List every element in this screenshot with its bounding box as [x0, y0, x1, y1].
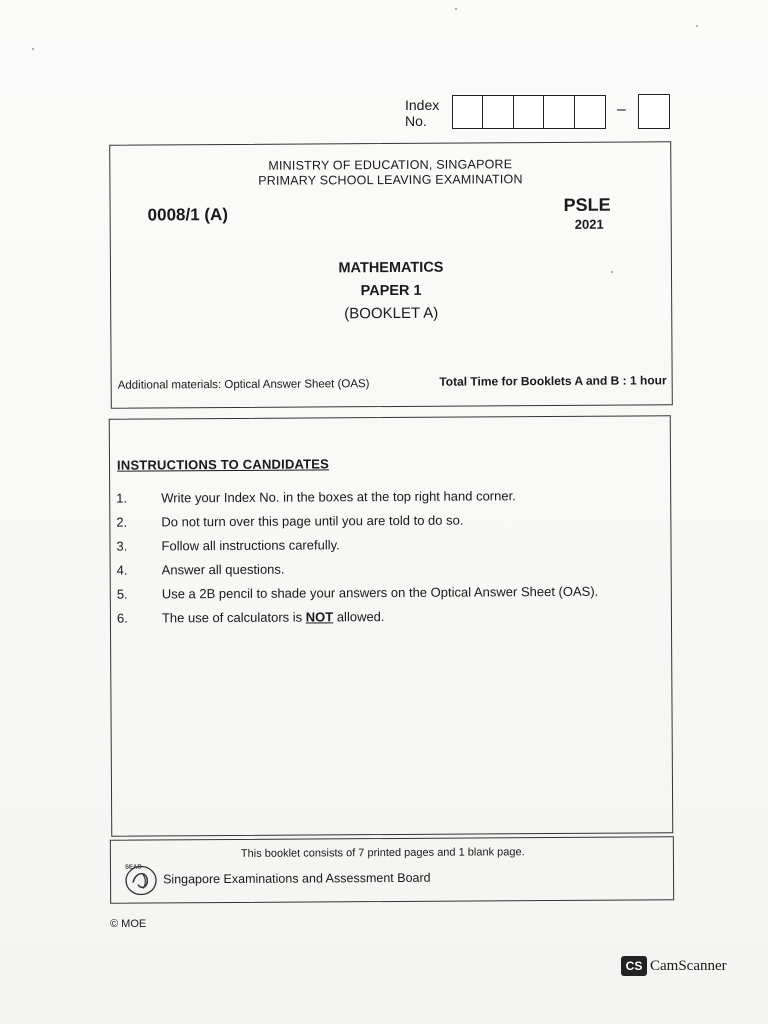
index-digit-box[interactable] — [452, 95, 484, 129]
footer-box — [110, 836, 674, 903]
instruction-item — [116, 507, 598, 534]
seab-logo-icon — [119, 854, 163, 898]
index-digit-box[interactable] — [482, 95, 514, 129]
instruction-text: Use a 2B pencil to shade your answers on the Optical Answer Sheet (OAS). — [161, 583, 599, 601]
camscanner-name: CamScanner — [650, 957, 727, 974]
cover-info-box — [109, 141, 673, 408]
instruction-text: Answer all questions. — [161, 561, 285, 577]
camscanner-logo-icon: CS — [621, 956, 647, 976]
instructions-list — [116, 483, 598, 630]
instruction-text: Write your Index No. in the boxes at the top right hand corner. — [161, 487, 516, 505]
scan-speck — [455, 8, 457, 10]
exam-full-name: PRIMARY SCHOOL LEAVING EXAMINATION — [258, 172, 523, 188]
index-dash: – — [617, 101, 626, 118]
copyright: © MOE — [110, 918, 147, 930]
paper-number: PAPER 1 — [360, 282, 422, 300]
index-check-box[interactable] — [638, 94, 670, 129]
instruction-text: Follow all instructions carefully. — [161, 536, 340, 553]
index-digit-box[interactable] — [543, 95, 575, 129]
booklet-label: (BOOKLET A) — [344, 304, 439, 323]
ministry-name: MINISTRY OF EDUCATION, SINGAPORE — [268, 157, 513, 173]
additional-materials: Additional materials: Optical Answer Sheet (OAS) — [117, 378, 370, 392]
total-time: Total Time for Booklets A and B : 1 hour — [439, 373, 667, 389]
instructions-box — [109, 415, 674, 836]
scan-speck — [696, 25, 698, 27]
instruction-item — [116, 531, 598, 558]
exam-year: 2021 — [574, 216, 604, 232]
instructions-heading: INSTRUCTIONS TO CANDIDATES — [116, 456, 330, 473]
scan-speck — [32, 48, 34, 50]
instruction-number: 2. — [116, 514, 128, 530]
index-digit-box[interactable] — [513, 95, 545, 129]
camscanner-watermark — [621, 956, 727, 976]
emphasis-not: NOT — [305, 608, 334, 625]
ministry-header — [110, 156, 670, 189]
instruction-text: Do not turn over this page until you are told to do so. — [161, 512, 464, 529]
instruction-number: 4. — [116, 562, 128, 578]
paper-code: 0008/1 (A) — [147, 204, 229, 225]
instruction-number: 3. — [116, 538, 128, 554]
instruction-item — [117, 579, 599, 606]
svg-text:SEAB: SEAB — [124, 864, 142, 871]
instruction-item — [117, 555, 599, 582]
page-count-note: This booklet consists of 7 printed pages and 1 blank page. — [240, 846, 525, 860]
instruction-item — [117, 603, 599, 630]
index-digit-box[interactable] — [574, 95, 606, 129]
exam-name: PSLE — [563, 194, 611, 215]
instruction-text: The use of calculators is NOT allowed. — [161, 608, 385, 625]
instruction-number: 5. — [116, 586, 128, 602]
instruction-number: 6. — [116, 610, 128, 626]
subject-title: MATHEMATICS — [338, 259, 444, 277]
instruction-number: 1. — [116, 490, 128, 506]
index-number-label: Index No. — [405, 97, 440, 129]
instruction-item — [116, 483, 598, 510]
index-number-boxes — [453, 95, 606, 129]
board-name: Singapore Examinations and Assessment Board — [163, 870, 431, 887]
scan-speck — [611, 271, 613, 273]
